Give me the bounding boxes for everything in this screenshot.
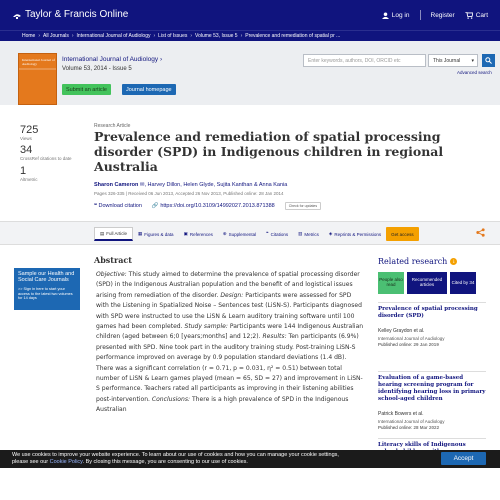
author-name[interactable]: Harvey Dillon — [147, 182, 181, 188]
tab-label: Citations — [270, 231, 289, 237]
author-name[interactable]: Helen Glyde — [183, 182, 214, 188]
breadcrumb-home[interactable]: Home — [22, 33, 36, 39]
chevron-right-icon: › — [159, 56, 163, 63]
author-list: Sharon Cameron ✉, Harvey Dillon, Helen Glyde, Sujita Kanthan & Anna Kania — [94, 182, 288, 188]
breadcrumb-volume[interactable]: Volume 53, Issue 5 — [195, 33, 238, 39]
journal-homepage-button[interactable]: Journal homepage — [122, 84, 176, 95]
abstract-text: Ten participants (6.9%) presented with SPD. Nine took part in the auditory training study. Post-training LiSN-S performance improved on average by 0.9 population standard deviations (1.4 dB). There was a significant correlation (r = 0.71, p = 0.031, η² = 0.51) between total number of LiSN & Learn games played (mean = 65, SD = 27) and improvement in LiSN-S performance. Teachers rated all participants as improving in their listening abilities post-intervention. — [96, 333, 363, 403]
lamp-logo-icon — [12, 10, 22, 20]
book-icon: ▣ — [183, 231, 188, 236]
abstract-text: This study aimed to determine the prevalence of spatial processing disorder (SPD) in the Indigenous Australian population and the benefit of and logistical issues arising from remediation of the disorder. — [96, 271, 360, 299]
tab-label: Supplemental — [228, 231, 257, 237]
related-card-title[interactable]: Evaluation of a game-based hearing screening program for identifying hearing loss in primary school-aged children — [378, 375, 486, 402]
share-glyph — [476, 228, 485, 237]
promo-sample-journals[interactable] — [14, 268, 80, 310]
document-icon: ▤ — [100, 230, 105, 236]
search-scope-select[interactable] — [428, 54, 478, 67]
register-label: Register — [430, 11, 455, 19]
brand-logo-link[interactable] — [12, 9, 128, 20]
journal-cover[interactable] — [18, 53, 57, 105]
author-name[interactable]: Sujita Kanthan — [216, 182, 253, 188]
abstract-label: Conclusions: — [151, 395, 191, 403]
cover-stripe — [19, 68, 56, 70]
envelope-icon[interactable]: ✉ — [139, 182, 145, 188]
tab-metrics[interactable] — [293, 227, 324, 241]
tab-full-article[interactable] — [94, 227, 133, 241]
date-value: 29 Jan 2019 — [413, 341, 439, 347]
tab-label: Reprints & Permissions — [334, 231, 382, 237]
ampersand: & — [253, 182, 258, 188]
download-citation-label: Download citation — [98, 203, 142, 209]
cart-label: Cart — [475, 11, 488, 19]
views-label: Views — [20, 136, 32, 141]
promo-subtitle: >> Sign in here to start your access to the latest two volumes for 14 days — [18, 286, 73, 301]
tab-recommended[interactable]: Recommended articles — [407, 272, 447, 294]
related-heading-text: Related research — [378, 257, 448, 266]
promo-title: Sample our Health and Social Care Journals — [18, 271, 75, 284]
related-research-heading — [378, 257, 457, 266]
tab-label: Metrics — [304, 231, 319, 237]
breadcrumb-all-journals[interactable]: All Journals — [43, 33, 69, 39]
abstract-text: There is a high prevalence of SPD in the Indigenous Australian — [96, 395, 349, 414]
related-card-journal: International Journal of Audiology — [378, 335, 445, 341]
date-value: 28 Mar 2022 — [413, 424, 440, 430]
plus-icon: ⊕ — [222, 231, 227, 236]
bar-chart-icon: ▥ — [298, 231, 303, 236]
author-name[interactable]: Sharon Cameron — [94, 182, 139, 188]
tab-people-also-read[interactable]: People also read — [378, 272, 404, 294]
cookie-text-pre: please see our — [12, 458, 50, 465]
link-icon: 🔗 — [151, 203, 159, 209]
doi-text: https://doi.org/10.3109/14992027.2013.871388 — [160, 203, 275, 209]
cart-icon — [465, 12, 473, 19]
image-icon: ▦ — [138, 231, 143, 236]
citations-label: CrossRef citations to date — [20, 156, 72, 162]
chevron-right-icon: › — [71, 33, 74, 39]
quote-icon: ❝ — [94, 203, 97, 209]
views-count: 725 — [20, 124, 39, 136]
search-scope-value: This Journal — [433, 58, 461, 64]
related-card-title[interactable]: Literacy skills of Indigenous — [378, 442, 466, 448]
get-access-button[interactable]: Get access — [386, 227, 419, 241]
citation-row — [94, 202, 321, 210]
tab-citations[interactable] — [261, 227, 293, 241]
abstract-text: Participants were 144 Indigenous Australian children (aged between 6;0 [years;months] and 12;2). — [96, 323, 364, 341]
date-label: Published online: — [378, 424, 413, 430]
journal-title-link[interactable] — [62, 56, 162, 63]
tab-label: References — [189, 231, 213, 237]
advanced-search-link[interactable]: Advanced search — [457, 70, 492, 75]
tab-reprints[interactable] — [324, 227, 386, 241]
download-citation-link[interactable] — [94, 203, 142, 209]
cookie-text-post: . By closing this message, you are consenting to our use of cookies. — [82, 458, 248, 465]
breadcrumb-journal[interactable]: International Journal of Audiology — [76, 33, 151, 39]
abstract-label: Study sample: — [184, 323, 228, 331]
abstract-heading: Abstract — [94, 255, 132, 265]
related-card-title[interactable]: Prevalence of spatial processing disorder (SPD) — [378, 306, 478, 319]
related-card[interactable] — [378, 371, 486, 430]
breadcrumb — [0, 30, 500, 41]
article-metrics — [20, 124, 80, 185]
related-card[interactable] — [378, 302, 486, 347]
cover-title: International Journal of Audiology — [22, 58, 55, 67]
tab-references[interactable] — [179, 227, 218, 241]
tab-supplemental[interactable] — [218, 227, 261, 241]
nav-divider — [420, 10, 421, 20]
abstract-body — [96, 270, 364, 416]
top-bar — [0, 0, 500, 30]
abstract-label: Objective: — [96, 271, 127, 278]
author-name[interactable]: Anna Kania — [258, 182, 288, 188]
abstract-label: Results: — [262, 333, 287, 341]
breadcrumb-current: Prevalence and remediation of spatial pr ... — [245, 33, 341, 39]
cookie-policy-link[interactable]: Cookie Policy — [49, 458, 83, 465]
chevron-down-icon: ▾ — [471, 58, 474, 64]
related-card-date — [378, 342, 486, 347]
check-updates-badge[interactable]: Check for updates — [285, 202, 321, 210]
accept-cookies-button[interactable]: Accept — [441, 452, 486, 465]
article-tab-bar — [0, 221, 500, 245]
search-button[interactable] — [482, 54, 495, 67]
journal-header — [0, 41, 500, 105]
chevron-right-icon: › — [190, 33, 193, 39]
altmetric-count[interactable]: 1 — [20, 164, 27, 177]
lock-icon: ◈ — [328, 231, 333, 236]
journal-title: International Journal of Audiology — [62, 56, 159, 63]
publication-history: Pages 326-335 | Received 06 Jun 2013, Accepted 26 Nov 2013, Published online: 28 Jan 2014 — [94, 191, 284, 196]
chevron-right-icon: › — [153, 33, 156, 39]
breadcrumb-issues[interactable]: List of Issues — [158, 33, 188, 39]
login-label: Log in — [391, 11, 410, 19]
chevron-right-icon: › — [38, 33, 41, 39]
register-link[interactable] — [431, 12, 455, 19]
search-input[interactable]: Enter keywords, authors, DOI, ORCID etc — [303, 54, 426, 67]
user-icon — [382, 12, 389, 19]
journal-volume: Volume 53, 2014 - Issue 5 — [62, 66, 132, 72]
login-link[interactable] — [382, 12, 410, 19]
tab-cited-by[interactable]: Cited by 34 — [450, 272, 476, 294]
share-icon[interactable] — [476, 228, 485, 239]
cart-link[interactable] — [465, 12, 488, 19]
article-type: Research Article — [94, 123, 131, 129]
quote-icon: ❝ — [266, 231, 269, 236]
tab-label: Full Article — [106, 231, 128, 236]
cookie-banner — [0, 450, 500, 468]
related-card-date — [378, 425, 486, 430]
related-card-author: Patrick Bowers et al. — [378, 410, 424, 417]
submit-article-button[interactable]: Submit an article — [62, 84, 111, 95]
search-icon — [485, 57, 492, 64]
brand-name: Taylor & Francis Online — [25, 9, 129, 20]
citations-count[interactable]: 34 — [20, 144, 33, 157]
related-card-journal: International Journal of Audiology — [378, 418, 445, 424]
abstract-text: Participants were assessed for SPD with the Listening in Spatialized Noise – Sentences test (LiSN-S). Participants diagnosed with SPD were instructed to use the LiSN & Learn auditory training software until 100 games had been completed. — [96, 291, 362, 331]
abstract-label: Design: — [220, 291, 244, 299]
related-tabs — [378, 272, 476, 294]
tab-figures[interactable] — [133, 227, 179, 241]
cookie-text-line1: We use cookies to improve your website experience. To learn about our use of cookies and how you can manage your cookie settings, — [12, 452, 339, 458]
doi-link[interactable] — [152, 203, 275, 209]
date-label: Published online: — [378, 341, 413, 347]
altmetric-label: Altmetric — [20, 176, 38, 182]
article-title: Prevalence and remediation of spatial processing disorder (SPD) in Indigenous children in regional Australia — [94, 129, 444, 174]
info-icon[interactable]: i — [450, 258, 457, 265]
cookie-text-line2 — [12, 459, 500, 466]
tab-label: Figures & data — [144, 231, 174, 237]
chevron-right-icon: › — [240, 33, 243, 39]
related-card-author: Kelley Graydon et al. — [378, 327, 425, 334]
